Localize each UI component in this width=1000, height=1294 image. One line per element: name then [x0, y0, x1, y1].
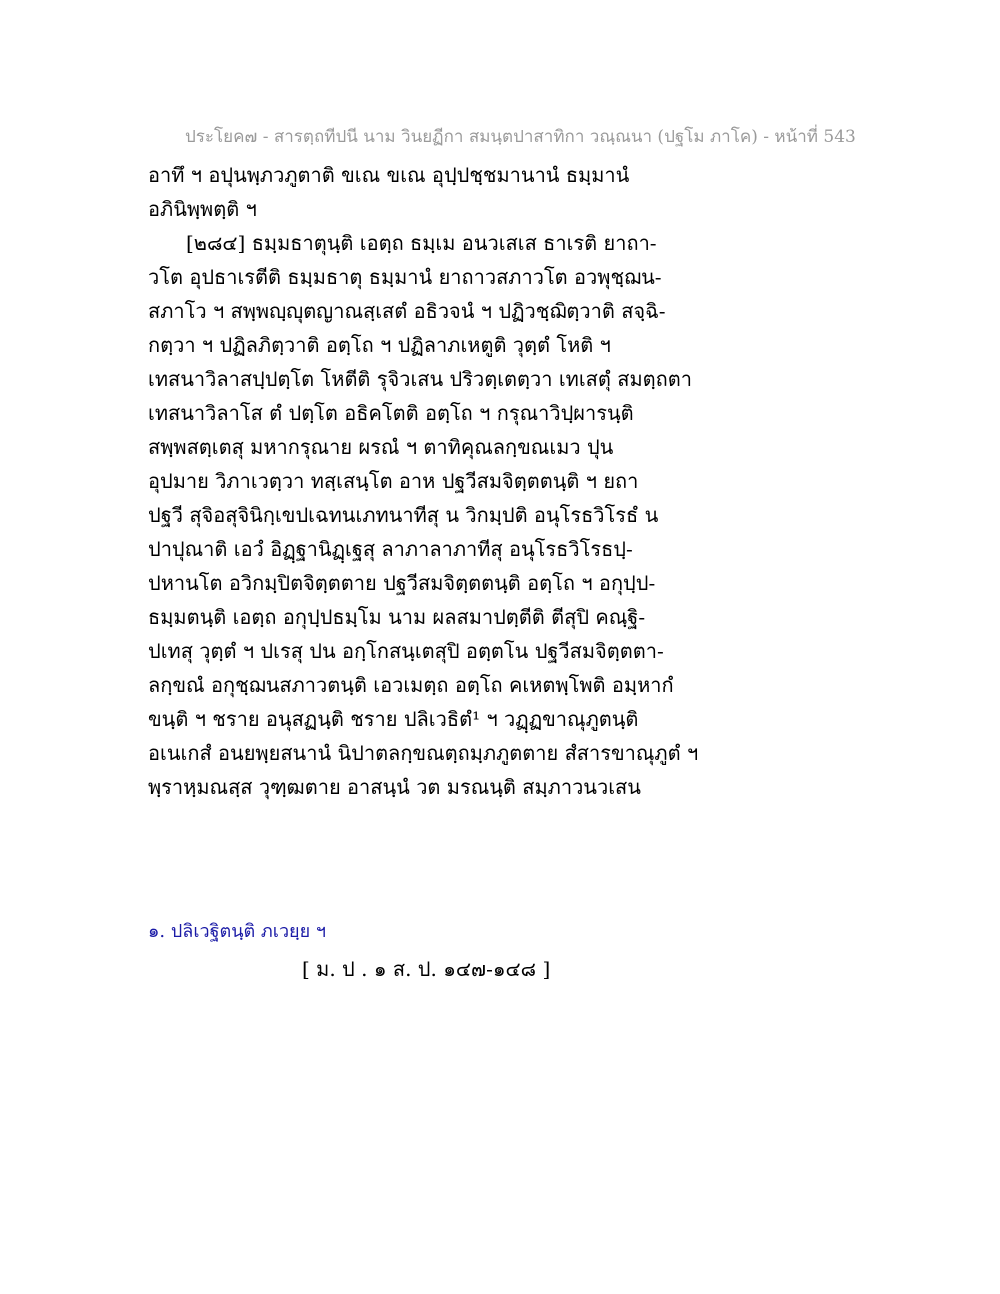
text-line: สภาโว ฯ สพฺพญฺญุตญาณสฺเสตํ อธิวจนํ ฯ ปฏิวชฺฌิตฺวาติ สจฺฉิ-	[148, 299, 666, 323]
text-line: วโต อุปธาเรตีติ ธมฺมธาตุ ธมฺมานํ ยาถาวสภาวโต อวพุชฺฌน-	[148, 265, 662, 289]
text-line: อภินิพฺพตฺติ ฯ	[148, 197, 257, 221]
text-line: อุปมาย วิภาเวตฺวา ทสฺเสนฺโต อาห ปฐวีสมจิตฺตตนฺติ ฯ ยถา	[148, 469, 639, 493]
paragraph-start-line: [๒๘๔] ธมฺมธาตุนฺติ เอตฺถ ธมฺเม อนวเสเส ธาเรติ ยาถา-	[186, 231, 657, 255]
text-line: ขนฺติ ฯ ชราย อนุสฏนฺติ ชราย ปลิเวธิตํ¹ ฯ วฏฺฏขาณุภูตนฺติ	[148, 707, 639, 731]
page-reference: [ ม. ป . ๑ ส. ป. ๑๔๗-๑๔๘ ]	[302, 957, 551, 981]
text-line: ปเทสุ วุตฺตํ ฯ ปเรสุ ปน อกฺโกสนฺเตสุปิ อตฺตโน ปฐวีสมจิตฺตตา-	[148, 639, 664, 663]
text-line: สพฺพสตฺเตสุ มหากรุณาย ผรณํ ฯ ตาทิคุณลกฺขณเมว ปุน	[148, 435, 614, 459]
text-line: เทสนาวิลาสปฺปตฺโต โหตีติ รุจิวเสน ปริวตฺเตตฺวา เทเสตุํ สมตฺถตา	[148, 367, 692, 391]
text-line: พฺราหฺมณสฺส วุฑฺฒตาย อาสนฺนํ วต มรณนฺติ สมฺภาวนวเสน	[148, 775, 641, 799]
text-line: เทสนาวิลาโส ตํ ปตฺโต อธิคโตติ อตฺโถ ฯ กรุณาวิปฺผารนฺติ	[148, 401, 634, 425]
footnote: ๑. ปลิเวฐิตนฺติ ภเวยฺย ฯ	[148, 921, 326, 942]
body-text	[148, 160, 699, 806]
text-line: ลกฺขณํ อกุชฺฌนสภาวตนฺติ เอวเมตฺถ อตฺโถ คเหตพฺโพติ อมฺหากํ	[148, 673, 674, 697]
text-line: ธมฺมตนฺติ เอตฺถ อกุปฺปธมฺโม นาม ผลสมาปตฺตีติ ตีสุปิ คณฺฐิ-	[148, 605, 646, 629]
text-line: อาทึ ฯ อปุนพฺภวภูตาติ ขเณ ขเณ อุปฺปชฺชมานานํ ธมฺมานํ	[148, 163, 630, 187]
text-line: อเนเกสํ อนยพฺยสนานํ นิปาตลกฺขณตฺถมฺภภูตตาย สํสารขาณุภูตํ ฯ	[148, 741, 699, 765]
text-line: ปาปุณาติ เอวํ อิฏฺฐานิฏฺเฐสุ ลาภาลาภาทีสุ อนุโรธวิโรธปฺ-	[148, 537, 633, 561]
text-line: ปหานโต อวิกมฺปิตจิตฺตตาย ปฐวีสมจิตฺตตนฺติ อตฺโถ ฯ อกุปฺป-	[148, 571, 656, 595]
running-header: ประโยค๗ - สารตฺถทีปนี นาม วินยฏีกา สมนฺตปาสาทิกา วณฺณนา (ปฐโม ภาโค) - หน้าที่ 543	[185, 127, 856, 147]
text-line: กตฺวา ฯ ปฏิลภิตฺวาติ อตฺโถ ฯ ปฏิลาภเหตูติ วุตฺตํ โหติ ฯ	[148, 333, 611, 357]
text-line: ปฐวี สุจิอสุจินิกฺเขปเฉทนเภทนาทีสุ น วิกมฺปติ อนุโรธวิโรธํ น	[148, 503, 659, 527]
